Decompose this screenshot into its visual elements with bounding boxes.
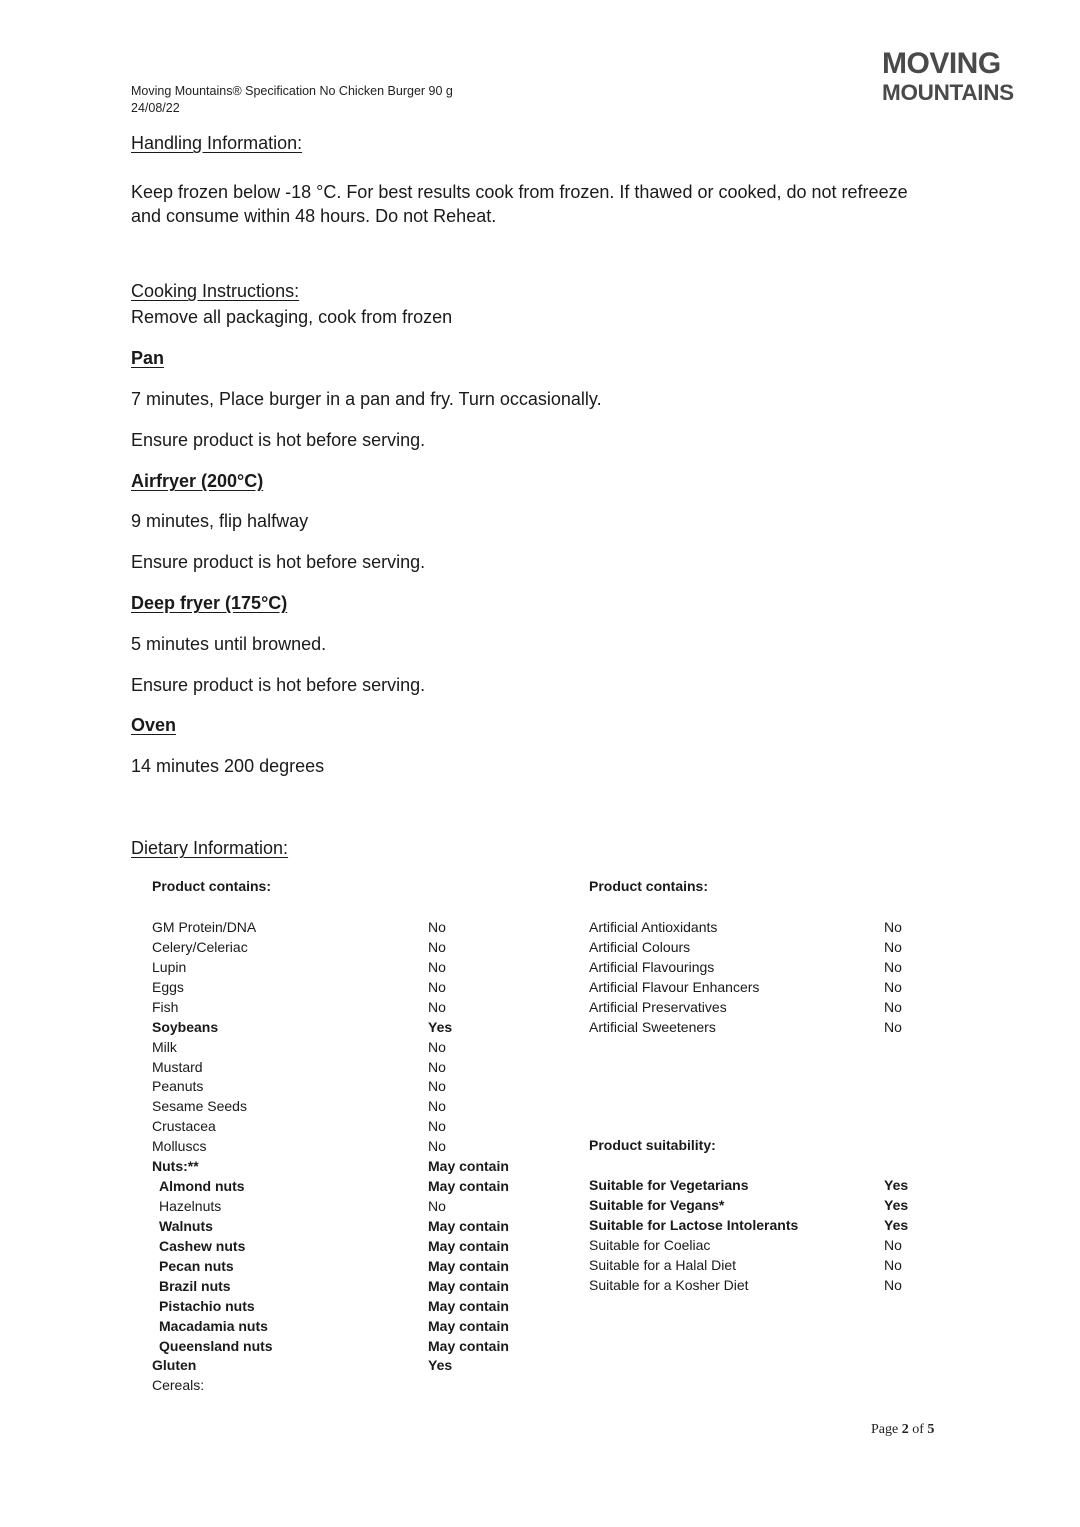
pan-title: Pan [131,348,165,368]
suitability-value: No [884,1236,902,1253]
handling-line-1: Keep frozen below -18 °C. For best results cook from frozen. If thawed or cooked, do not refreeze [131,182,908,202]
deepfryer-note: Ensure product is hot before serving. [131,675,426,695]
additives-heading: Product contains: [589,878,709,894]
allergen-label: Crustacea [152,1118,216,1135]
allergen-value: May contain [428,1257,509,1274]
additive-value: No [884,938,902,955]
spec-date: 24/08/22 [131,101,180,115]
suitability-value: No [884,1256,902,1273]
cooking-intro: Remove all packaging, cook from frozen [131,307,453,327]
additive-label: Artificial Antioxidants [589,919,718,935]
allergen-value: May contain [428,1237,509,1254]
allergen-label: Milk [152,1038,177,1055]
suitability-value: Yes [884,1196,909,1213]
allergen-label: Lupin [152,958,187,975]
allergen-value: Yes [428,1357,453,1374]
page-of: of [912,1422,924,1437]
allergen-value: No [428,1138,446,1155]
allergen-value: May contain [428,1297,509,1314]
additive-value: No [884,958,902,975]
pan-step: 7 minutes, Place burger in a pan and fry. Turn occasionally. [131,389,602,409]
allergen-label: Brazil nuts [159,1277,231,1294]
suitability-label: Suitable for a Kosher Diet [589,1276,749,1293]
oven-step: 14 minutes 200 degrees [131,756,325,776]
allergen-value: May contain [428,1178,509,1195]
allergen-value: No [428,1038,446,1055]
allergen-value: May contain [428,1317,509,1334]
allergen-label: Queensland nuts [159,1337,273,1354]
allergen-value: May contain [428,1217,509,1234]
suitability-label: Suitable for Coeliac [589,1236,711,1253]
allergen-value: May contain [428,1277,509,1294]
deepfryer-title: Deep fryer (175°C) [131,593,288,613]
additive-value: No [884,919,902,935]
allergen-label: Sesame Seeds [152,1098,247,1115]
allergen-value: No [428,938,446,955]
allergens-heading: Product contains: [152,878,272,894]
allergen-value: May contain [428,1337,509,1354]
allergen-label: Mustard [152,1058,203,1075]
allergen-value: May contain [428,1158,509,1175]
allergen-value: No [428,978,446,995]
allergen-label: Molluscs [152,1138,207,1155]
suitability-label: Suitable for Lactose Intolerants [589,1216,799,1233]
allergen-label: Gluten [152,1357,197,1374]
allergen-label: Cashew nuts [159,1237,246,1254]
allergen-label: Pecan nuts [159,1257,234,1274]
allergen-label: Almond nuts [159,1178,245,1195]
allergen-label: Cereals: [152,1377,205,1394]
suitability-value: Yes [884,1216,909,1233]
allergen-value: No [428,919,446,935]
page-number [871,1422,934,1438]
page-word: Page [871,1422,899,1437]
suitability-label: Suitable for Vegetarians [589,1177,749,1193]
allergen-label: GM Protein/DNA [152,919,257,935]
allergen-value: Yes [428,1018,453,1035]
allergen-value: No [428,1118,446,1135]
additive-label: Artificial Flavourings [589,958,715,975]
allergen-label: Celery/Celeriac [152,938,248,955]
allergen-label: Macadamia nuts [159,1317,268,1334]
allergen-value: No [428,1058,446,1075]
logo-line1: MOVING [882,48,1001,80]
airfryer-step: 9 minutes, flip halfway [131,511,309,531]
additive-value: No [884,998,902,1015]
allergen-label: Walnuts [159,1217,213,1234]
cooking-heading: Cooking Instructions: [131,281,300,301]
allergen-label: Nuts:** [152,1158,199,1175]
pan-note: Ensure product is hot before serving. [131,430,426,450]
allergen-label: Peanuts [152,1078,204,1095]
moving-mountains-logo [882,48,1044,102]
allergen-value: No [428,1078,446,1095]
page-total: 5 [927,1422,935,1437]
deepfryer-step: 5 minutes until browned. [131,634,327,654]
suitability-value: No [884,1276,902,1293]
dietary-heading: Dietary Information: [131,838,289,858]
additive-value: No [884,1018,902,1035]
additive-label: Artificial Flavour Enhancers [589,978,760,995]
suitability-label: Suitable for a Halal Diet [589,1256,737,1273]
airfryer-title: Airfryer (200°C) [131,471,264,491]
spec-title: Moving Mountains® Specification No Chicken Burger 90 g [131,84,453,98]
additive-value: No [884,978,902,995]
allergen-label: Hazelnuts [159,1198,222,1215]
allergen-value: No [428,1198,446,1215]
airfryer-note: Ensure product is hot before serving. [131,552,426,572]
allergen-label: Pistachio nuts [159,1297,255,1314]
additive-label: Artificial Sweeteners [589,1018,716,1035]
additive-label: Artificial Colours [589,938,691,955]
handling-line-2: and consume within 48 hours. Do not Reheat. [131,206,497,226]
allergen-value: No [428,998,446,1015]
suitability-heading: Product suitability: [589,1137,716,1153]
allergen-value: No [428,1098,446,1115]
logo-line2: MOUNTAINS [882,80,1014,102]
page-current: 2 [901,1422,909,1437]
allergen-label: Soybeans [152,1018,219,1035]
allergen-label: Eggs [152,978,184,995]
handling-heading: Handling Information: [131,133,303,153]
oven-title: Oven [131,715,177,735]
suitability-value: Yes [884,1177,909,1193]
allergen-label: Fish [152,998,179,1015]
additive-label: Artificial Preservatives [589,998,727,1015]
allergen-value: No [428,958,446,975]
suitability-label: Suitable for Vegans* [589,1196,725,1213]
